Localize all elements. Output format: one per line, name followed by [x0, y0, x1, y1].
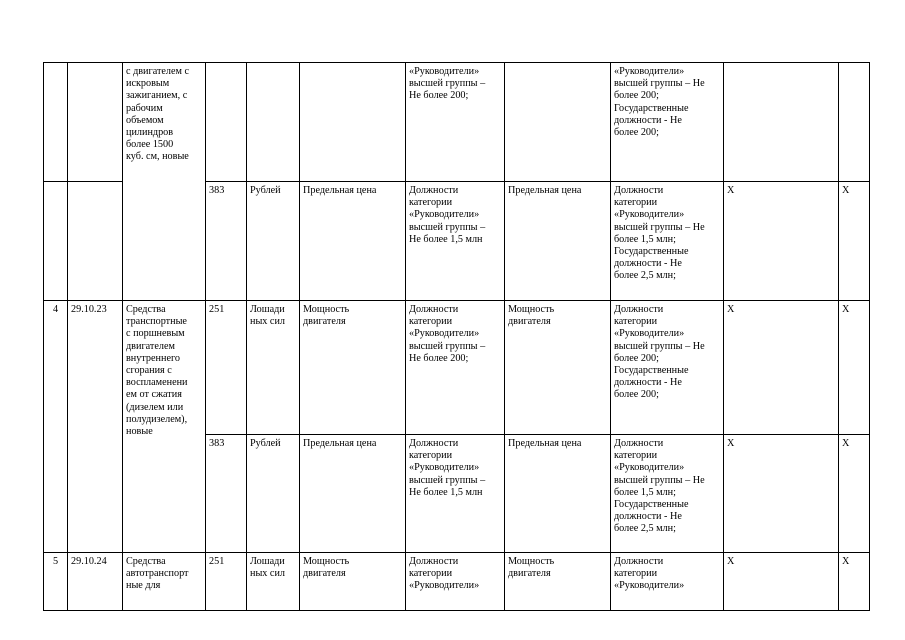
- item-name: Средства автотранспорт ные для: [123, 553, 206, 611]
- okpd-code: [68, 182, 123, 301]
- unit-name: Рублей: [247, 182, 300, 301]
- row-number: [44, 63, 68, 182]
- value-leaders: Должности категории «Руководители» высшей группы – Не более 1,5 млн: [406, 182, 505, 301]
- row-number: [44, 182, 68, 301]
- function-mark: X: [839, 301, 870, 435]
- row-number: 5: [44, 553, 68, 611]
- justification-mark: X: [724, 553, 839, 611]
- characteristic: Предельная цена: [300, 435, 406, 553]
- row-number: 4: [44, 301, 68, 553]
- characteristic: [300, 63, 406, 182]
- characteristic: Мощность двигателя: [300, 553, 406, 611]
- value-leaders: Должности категории «Руководители» высшей группы – Не более 1,5 млн: [406, 435, 505, 553]
- okei-code: 383: [206, 182, 247, 301]
- characteristic: Предельная цена: [300, 182, 406, 301]
- value-leaders: Должности категории «Руководители» высшей группы – Не более 200;: [406, 301, 505, 435]
- justification-mark: [724, 63, 839, 182]
- value-approved: «Руководители» высшей группы – Не более 200; Государственные должности - Не более 200;: [611, 63, 724, 182]
- unit-name: [247, 63, 300, 182]
- value-leaders: «Руководители» высшей группы – Не более 200;: [406, 63, 505, 182]
- justification-mark: X: [724, 182, 839, 301]
- function-mark: X: [839, 182, 870, 301]
- justification-mark: X: [724, 301, 839, 435]
- unit-name: Лошади ных сил: [247, 553, 300, 611]
- justification-mark: X: [724, 435, 839, 553]
- characteristic-approved: Мощность двигателя: [505, 553, 611, 611]
- okei-code: 383: [206, 435, 247, 553]
- function-mark: [839, 63, 870, 182]
- okpd-code: 29.10.24: [68, 553, 123, 611]
- okpd-code: 29.10.23: [68, 301, 123, 553]
- table-row: [44, 301, 870, 435]
- unit-name: Лошади ных сил: [247, 301, 300, 435]
- value-leaders: Должности категории «Руководители»: [406, 553, 505, 611]
- okei-code: 251: [206, 301, 247, 435]
- function-mark: X: [839, 553, 870, 611]
- value-approved: Должности категории «Руководители» высшей группы – Не более 1,5 млн; Государственные должности - Не более 2,5 млн;: [611, 435, 724, 553]
- table-row: [44, 553, 870, 611]
- characteristic-approved: Мощность двигателя: [505, 301, 611, 435]
- value-approved: Должности категории «Руководители» высшей группы – Не более 1,5 млн; Государственные должности - Не более 2,5 млн;: [611, 182, 724, 301]
- okei-code: [206, 63, 247, 182]
- item-name: с двигателем с искровым зажиганием, с рабочим объемом цилиндров более 1500 куб. см, новые: [123, 63, 206, 301]
- function-mark: X: [839, 435, 870, 553]
- characteristic-approved: Предельная цена: [505, 435, 611, 553]
- characteristic: Мощность двигателя: [300, 301, 406, 435]
- value-approved: Должности категории «Руководители»: [611, 553, 724, 611]
- item-name: Средства транспортные с поршневым двигателем внутреннего сгорания с воспламенени ем от сжатия (дизелем или полудизелем), новые: [123, 301, 206, 553]
- unit-name: Рублей: [247, 435, 300, 553]
- okei-code: 251: [206, 553, 247, 611]
- okpd-code: [68, 63, 123, 182]
- regulation-table: [43, 62, 870, 611]
- characteristic-approved: [505, 63, 611, 182]
- characteristic-approved: Предельная цена: [505, 182, 611, 301]
- table-row: [44, 63, 870, 182]
- value-approved: Должности категории «Руководители» высшей группы – Не более 200; Государственные должности - Не более 200;: [611, 301, 724, 435]
